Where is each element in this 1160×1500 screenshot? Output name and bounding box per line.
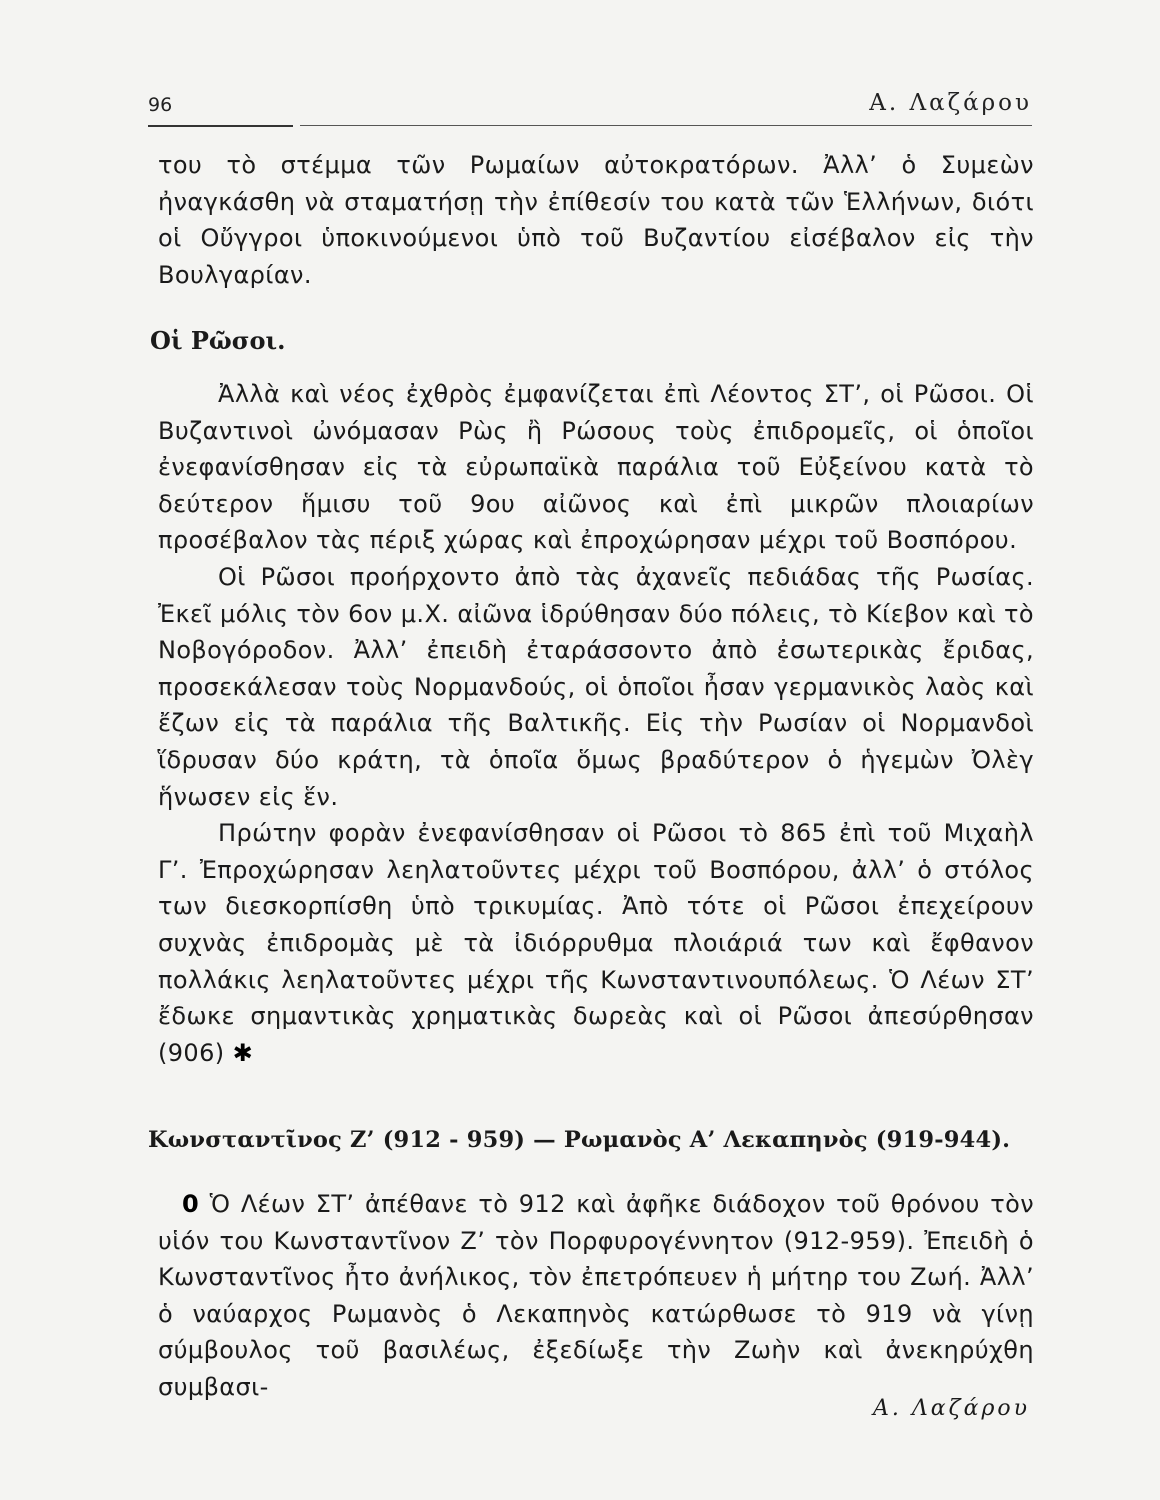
header-rule-left xyxy=(148,125,293,127)
paragraph-text: Ὁ Λέων ΣΤ’ ἀπέθανε τὸ 912 καὶ ἀφῆκε διάδοχον τοῦ θρόνου τὸν υἱόν του Κωνσταντῖνον Ζ’ τὸν Πορφυρογέννητον (912-959). Ἐπειδὴ ὁ Κωνσταντῖνος ἦτο ἀνήλικος, τὸν ἐπετρόπευεν ἡ μήτηρ του Ζωή. Ἀλλ’ ὁ ναύαρχος Ρωμανὸς ὁ Λεκαπηνὸς κατώρθωσε τὸ 919 νὰ γίνῃ σύμβουλος τοῦ βασιλέως, ἐξεδίωξε τὴν Ζωὴν καὶ ἀνεκηρύχθη συμβασι- xyxy=(158,1190,1034,1401)
ink-mark: 0 xyxy=(182,1190,200,1218)
running-head: Α. Λαζάρου xyxy=(869,90,1032,116)
paragraph: Οἱ Ρῶσοι προήρχοντο ἀπὸ τὰς ἀχανεῖς πεδιάδας τῆς Ρωσίας. Ἐκεῖ μόλις τὸν 6ον μ.Χ. αἰῶνα ἱδρύθησαν δύο πόλεις, τὸ Κίεβον καὶ τὸ Νοβογόροδον. Ἀλλ’ ἐπειδὴ ἐταράσσοντο ἀπὸ ἐσωτερικὰς ἔριδας, προσεκάλεσαν τοὺς Νορμανδούς, οἱ ὁποῖοι ἦσαν γερμανικὸς λαὸς καὶ ἔζων εἰς τὰ παράλια τῆς Βαλτικῆς. Εἰς τὴν Ρωσίαν οἱ Νορμανδοὶ ἵδρυσαν δύο κράτη, τὰ ὁποῖα ὅμως βραδύτερον ὁ ἡγεμὼν Ὀλὲγ ἥνωσεν εἰς ἕν. xyxy=(158,562,1034,811)
continuation-text xyxy=(158,147,1034,293)
ink-mark: ✱ xyxy=(232,1038,254,1067)
paragraph: Ἀλλὰ καὶ νέος ἐχθρὸς ἐμφανίζεται ἐπὶ Λέοντος ΣΤ’, οἱ Ρῶσοι. Οἱ Βυζαντινοὶ ὠνόμασαν Ρὼς ἢ Ρώσους τοὺς ἐπιδρομεῖς, οἱ ὁποῖοι ἐνεφανίσθησαν εἰς τὰ εὐρωπαϊκὰ παράλια τοῦ Εὐξείνου κατὰ τὸ δεύτερον ἥμισυ τοῦ 9ου αἰῶνος καὶ ἐπὶ μικρῶν πλοιαρίων προσέβαλον τὰς πέριξ χώρας καὶ ἐπροχώρησαν μέχρι τοῦ Βοσπόρου. xyxy=(158,380,1034,555)
paragraph-text: Πρώτην φορὰν ἐνεφανίσθησαν οἱ Ρῶσοι τὸ 865 ἐπὶ τοῦ Μιχαὴλ Γ’. Ἐπροχώρησαν λεηλατοῦντες μέχρι τοῦ Βοσπόρου, ἀλλ’ ὁ στόλος των διεσκορπίσθη ὑπὸ τρικυμίας. Ἀπὸ τότε οἱ Ρῶσοι ἐπεχείρουν συχνὰς ἐπιδρομὰς μὲ τὰ ἰδιόρρυθμα πλοιάριά των καὶ ἔφθανον πολλάκις λεηλατοῦντες μέχρι τῆς Κωνσταντινουπόλεως. Ὁ Λέων ΣΤ’ ἔδωκε σημαντικὰς χρηματικὰς δωρεὰς καὶ οἱ Ρῶσοι ἀπεσύρθησαν (906) xyxy=(158,819,1034,1067)
header-rule-right xyxy=(300,125,1032,126)
section-heading-russians: Οἱ Ρῶσοι. xyxy=(150,326,286,355)
page-header xyxy=(148,86,1032,126)
page-number: 96 xyxy=(148,94,173,116)
paragraph xyxy=(158,815,1034,1071)
footer-signature: Α. Λαζάρου xyxy=(873,1396,1030,1421)
section-heading-constantine: Κωνσταντῖνος Ζ’ (912 - 959) — Ρωμανὸς Α’ Λεκαπηνὸς (919-944). xyxy=(148,1127,1011,1153)
paragraph xyxy=(158,1186,1034,1406)
russians-section-body xyxy=(158,376,1034,1071)
continuation-paragraph: του τὸ στέμμα τῶν Ρωμαίων αὐτοκρατόρων. Ἀλλ’ ὁ Συμεὼν ἠναγκάσθη νὰ σταματήσῃ τὴν ἐπίθεσίν του κατὰ τῶν Ἑλλήνων, διότι οἱ Οὔγγροι ὑποκινούμενοι ὑπὸ τοῦ Βυζαντίου εἰσέβαλον εἰς τὴν Βουλγαρίαν. xyxy=(158,151,1034,289)
constantine-section-body xyxy=(158,1186,1034,1406)
